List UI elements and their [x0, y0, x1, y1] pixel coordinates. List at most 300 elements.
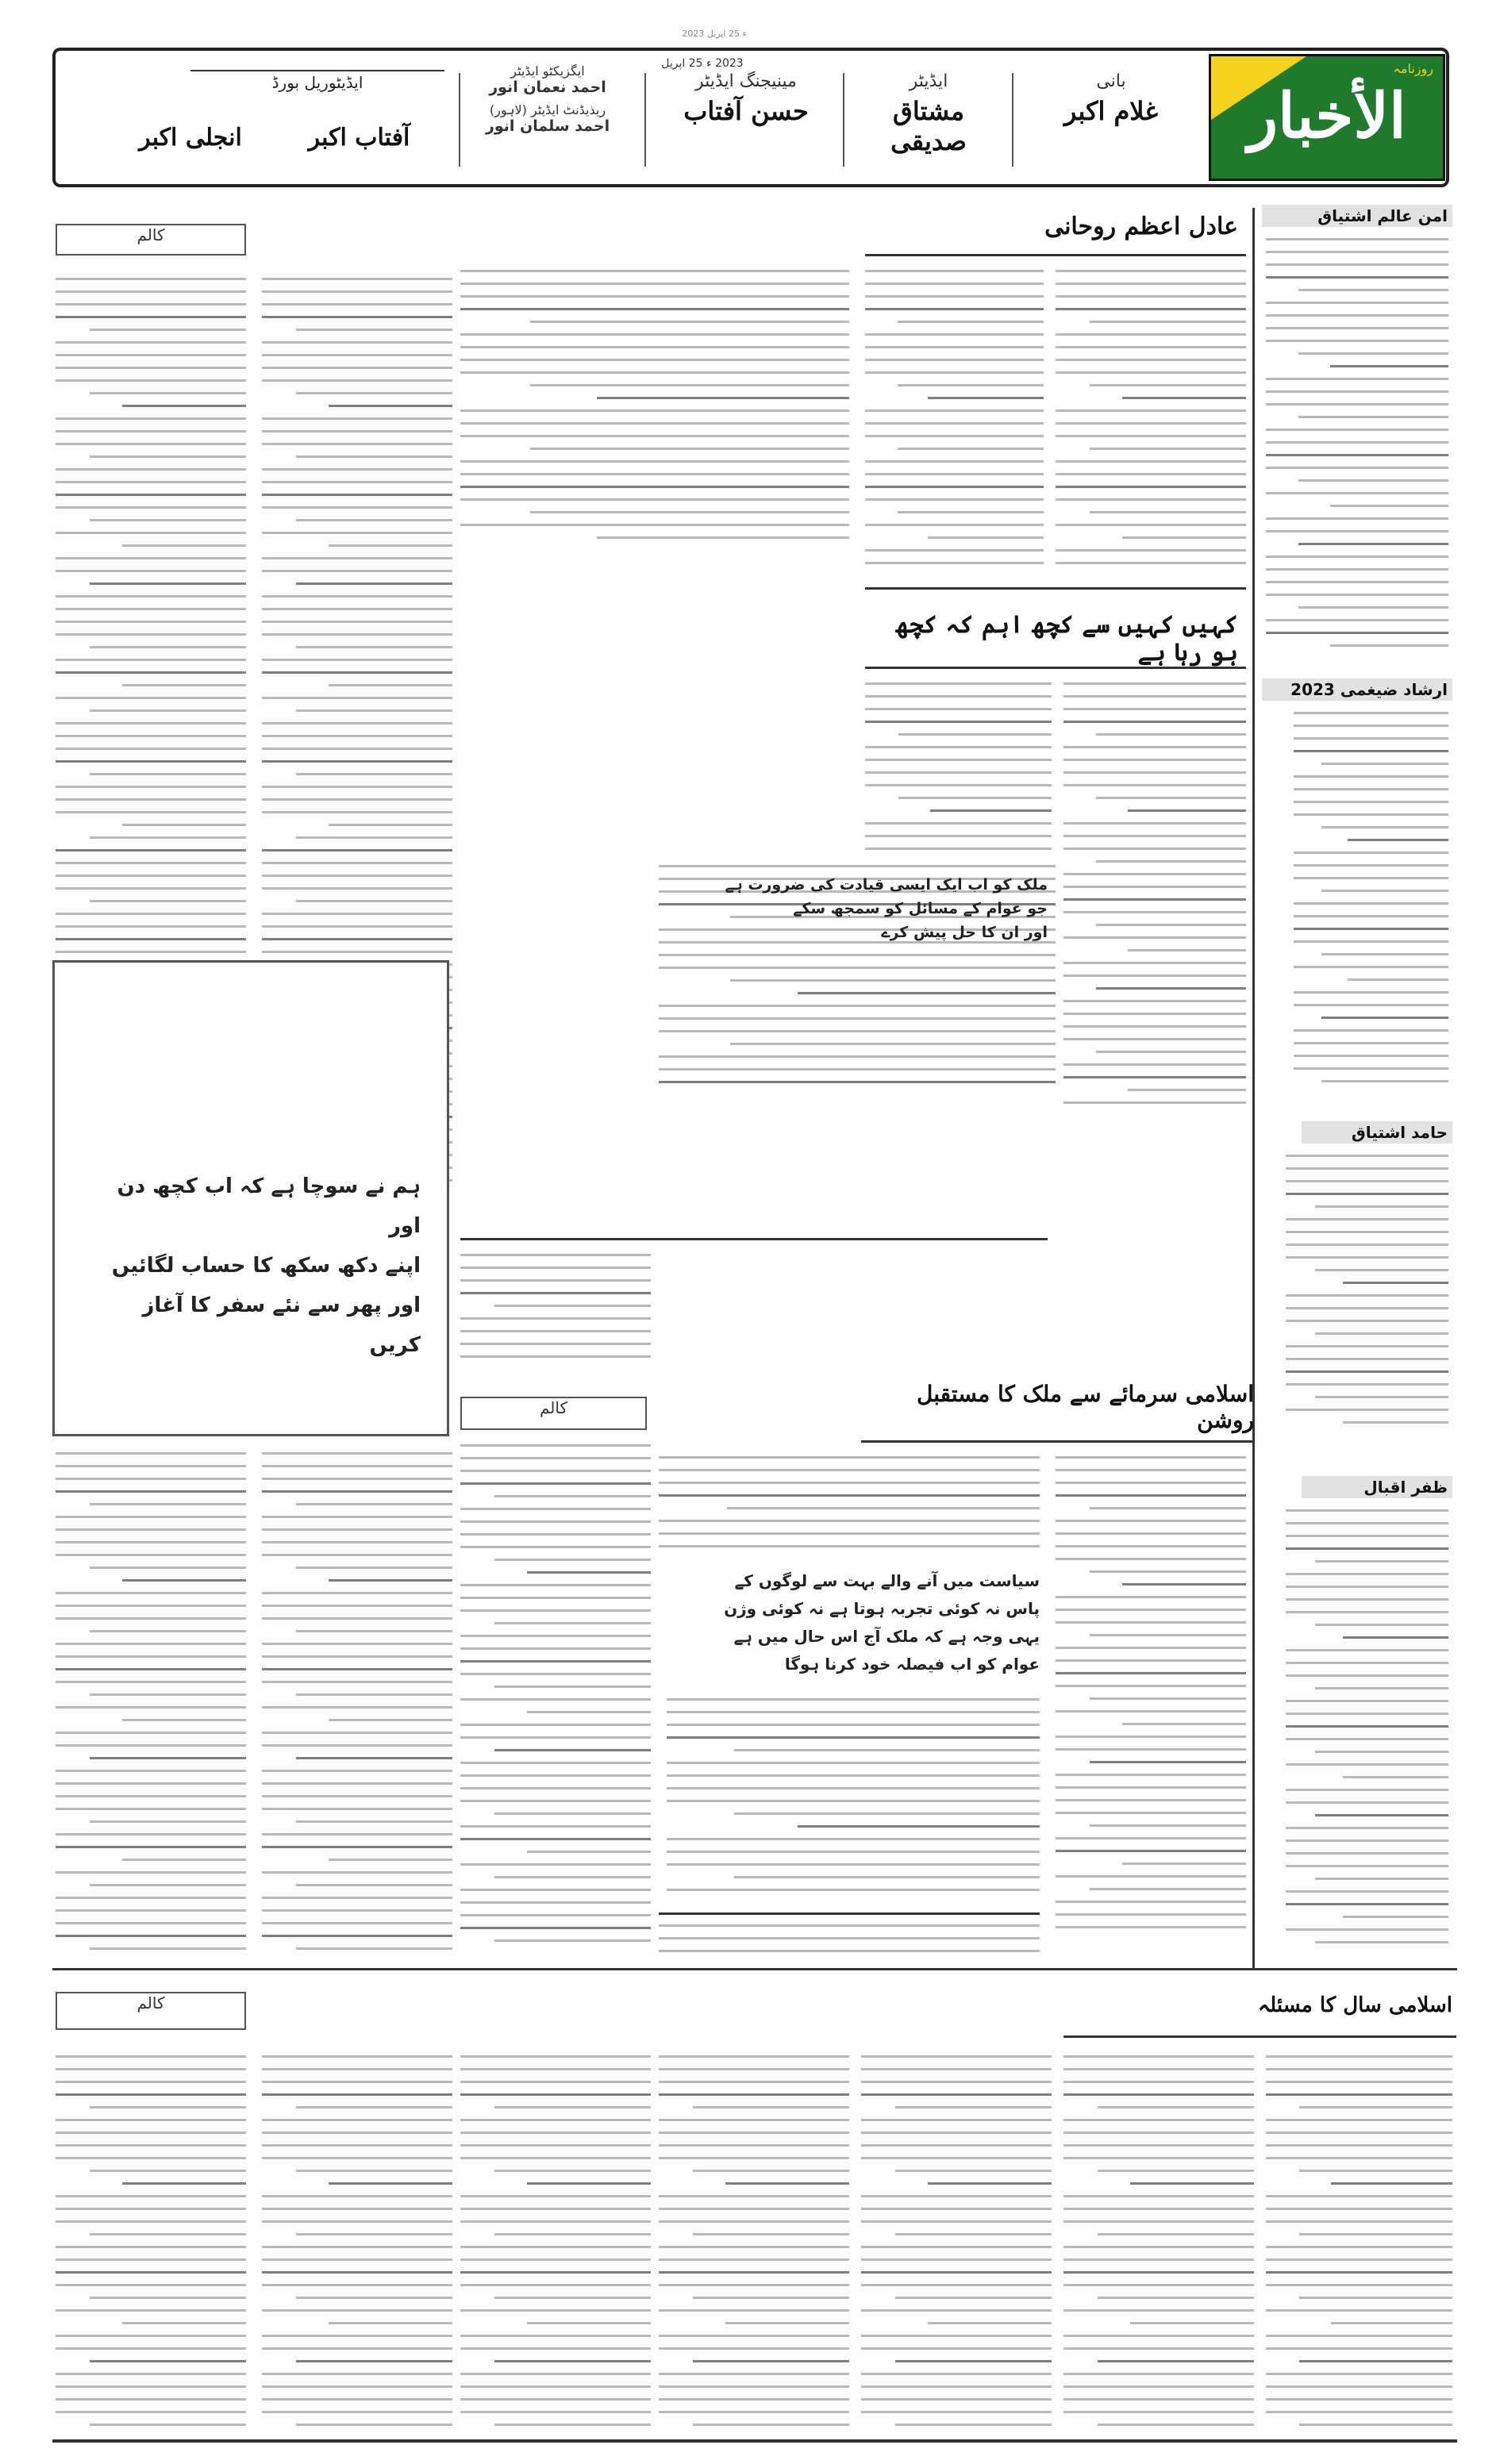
text-line-placeholder: [56, 2081, 246, 2083]
pull-quote-line: پاس نہ کوئی تجربہ ہوتا ہے نہ کوئی وژن: [724, 1599, 1040, 1618]
text-line-placeholder: [659, 2398, 849, 2401]
article-column: [262, 1452, 452, 1952]
text-line-placeholder: [1286, 1763, 1448, 1766]
text-line-placeholder: [865, 848, 1052, 850]
section-rule: [659, 1912, 1040, 1915]
text-line-placeholder: [494, 1812, 651, 1815]
text-line-placeholder: [460, 1267, 651, 1269]
text-line-placeholder: [667, 1736, 1040, 1739]
text-line-placeholder: [90, 456, 246, 458]
text-line-placeholder: [262, 849, 452, 851]
text-line-placeholder: [56, 532, 246, 534]
text-line-placeholder: [460, 1508, 651, 1510]
text-line-placeholder: [1348, 839, 1448, 841]
text-line-placeholder: [262, 1909, 452, 1912]
text-line-placeholder: [1266, 530, 1448, 532]
text-line-placeholder: [1056, 1532, 1246, 1535]
article-column: [865, 270, 1044, 571]
text-line-placeholder: [329, 2182, 452, 2185]
text-line-placeholder: [1063, 1013, 1246, 1015]
text-line-placeholder: [861, 2131, 1052, 2134]
text-line-placeholder: [1056, 549, 1246, 552]
text-line-placeholder: [1298, 543, 1448, 545]
text-line-placeholder: [1266, 238, 1448, 240]
text-line-placeholder: [262, 2208, 452, 2210]
text-line-placeholder: [1286, 1928, 1448, 1931]
text-line-placeholder: [460, 283, 849, 285]
text-line-placeholder: [460, 2081, 651, 2083]
text-line-placeholder: [1090, 321, 1246, 323]
text-line-placeholder: [527, 1851, 651, 1853]
text-line-placeholder: [1286, 1231, 1448, 1233]
text-line-placeholder: [1063, 974, 1246, 977]
text-line-placeholder: [1321, 1080, 1448, 1082]
text-line-placeholder: [659, 1068, 1056, 1071]
executive-editor-name: احمد نعمان انور: [489, 79, 606, 96]
text-line-placeholder: [460, 1254, 651, 1256]
text-line-placeholder: [56, 290, 246, 293]
text-line-placeholder: [1056, 1786, 1246, 1789]
masthead-divider: [843, 73, 844, 167]
text-line-placeholder: [1063, 2081, 1254, 2083]
text-line-placeholder: [329, 684, 452, 686]
text-line-placeholder: [460, 1647, 651, 1650]
text-line-placeholder: [1056, 1494, 1246, 1497]
text-line-placeholder: [56, 913, 246, 915]
text-line-placeholder: [659, 1937, 1040, 1939]
text-line-placeholder: [460, 524, 849, 526]
text-line-placeholder: [56, 1643, 246, 1645]
text-line-placeholder: [1266, 2068, 1452, 2070]
text-line-placeholder: [693, 2424, 849, 2426]
text-line-placeholder: [262, 532, 452, 534]
text-line-placeholder: [659, 1494, 1040, 1497]
text-line-placeholder: [1090, 1634, 1246, 1636]
text-line-placeholder: [262, 570, 452, 572]
text-line-placeholder: [861, 2081, 1052, 2083]
text-line-placeholder: [659, 1055, 1056, 1058]
text-line-placeholder: [460, 1609, 651, 1612]
text-line-placeholder: [1056, 295, 1246, 298]
text-line-placeholder: [296, 773, 452, 775]
text-line-placeholder: [460, 2157, 651, 2159]
text-line-placeholder: [861, 2093, 1052, 2096]
text-line-placeholder: [1294, 966, 1448, 968]
text-line-placeholder: [865, 784, 1052, 786]
text-line-placeholder: [56, 1782, 246, 1785]
text-line-placeholder: [667, 1711, 1040, 1713]
text-line-placeholder: [1266, 2144, 1452, 2147]
text-line-placeholder: [56, 925, 246, 928]
text-line-placeholder: [460, 1838, 651, 1840]
text-line-placeholder: [460, 2119, 651, 2121]
text-line-placeholder: [659, 1469, 1040, 1471]
text-line-placeholder: [1063, 2131, 1254, 2134]
text-line-placeholder: [56, 1478, 246, 1480]
text-line-placeholder: [56, 2144, 246, 2147]
managing-editor-name: حسن آفتاب: [683, 96, 809, 126]
text-line-placeholder: [1056, 1926, 1246, 1928]
text-line-placeholder: [262, 1833, 452, 1836]
text-line-placeholder: [56, 862, 246, 864]
text-line-placeholder: [1063, 1101, 1246, 1104]
text-line-placeholder: [494, 2106, 651, 2108]
text-line-placeholder: [659, 954, 1056, 956]
text-line-placeholder: [1298, 479, 1448, 482]
text-line-placeholder: [1056, 1609, 1246, 1611]
text-line-placeholder: [90, 1757, 246, 1759]
text-line-placeholder: [262, 468, 452, 471]
executive-editor-role: ایگزیکٹو ایڈیٹر: [510, 63, 585, 79]
text-line-placeholder: [1063, 898, 1246, 901]
text-line-placeholder: [1056, 1799, 1246, 1801]
text-line-placeholder: [460, 2284, 651, 2286]
text-line-placeholder: [460, 1343, 651, 1345]
text-line-placeholder: [1343, 1916, 1448, 1918]
text-line-placeholder: [460, 2246, 651, 2248]
text-line-placeholder: [730, 1043, 1056, 1045]
text-line-placeholder: [861, 2068, 1052, 2070]
text-line-placeholder: [659, 2347, 849, 2350]
text-line-placeholder: [1266, 251, 1448, 253]
text-line-placeholder: [1294, 940, 1448, 943]
text-line-placeholder: [90, 1566, 246, 1569]
text-line-placeholder: [262, 341, 452, 344]
text-line-placeholder: [262, 786, 452, 788]
text-line-placeholder: [56, 2055, 246, 2058]
text-line-placeholder: [1266, 2373, 1452, 2375]
text-line-placeholder: [1063, 771, 1246, 774]
text-line-placeholder: [865, 283, 1044, 285]
text-line-placeholder: [1286, 1155, 1448, 1157]
text-line-placeholder: [1266, 327, 1448, 329]
editor-role: ایڈیٹر: [909, 71, 948, 91]
text-line-placeholder: [122, 684, 246, 686]
text-line-placeholder: [659, 1924, 1040, 1927]
text-line-placeholder: [1286, 1598, 1448, 1601]
text-line-placeholder: [1294, 725, 1448, 727]
text-line-placeholder: [460, 1279, 651, 1282]
text-line-placeholder: [90, 646, 246, 648]
text-line-placeholder: [1063, 822, 1246, 825]
text-line-placeholder: [1266, 2220, 1452, 2223]
text-line-placeholder: [56, 786, 246, 788]
text-line-placeholder: [1056, 1520, 1246, 1522]
text-line-placeholder: [56, 481, 246, 483]
pull-quote-center: [667, 1567, 1040, 1678]
text-line-placeholder: [798, 1825, 1040, 1828]
sidebar-head: ظفر اقبال: [1302, 1476, 1452, 1498]
text-line-placeholder: [56, 1833, 246, 1836]
text-line-placeholder: [460, 2398, 651, 2401]
text-line-placeholder: [1286, 1167, 1448, 1170]
text-line-placeholder: [296, 456, 452, 458]
text-line-placeholder: [1286, 1725, 1448, 1728]
text-line-placeholder: [1266, 403, 1448, 406]
text-line-placeholder: [460, 270, 849, 272]
text-line-placeholder: [56, 1528, 246, 1531]
issue-date: 2023 ء 25 اپریل: [661, 57, 744, 70]
logo-wordmark: الأخبار: [1248, 80, 1406, 152]
text-line-placeholder: [895, 2170, 1052, 2172]
text-line-placeholder: [460, 2347, 651, 2350]
text-line-placeholder: [1294, 788, 1448, 790]
text-line-placeholder: [659, 1950, 1040, 1952]
text-line-placeholder: [1266, 2157, 1452, 2159]
text-line-placeholder: [56, 811, 246, 813]
text-line-placeholder: [659, 2131, 849, 2134]
text-line-placeholder: [56, 1516, 246, 1518]
text-line-placeholder: [727, 1507, 1040, 1509]
founder-credit: [1032, 71, 1190, 126]
text-line-placeholder: [56, 849, 246, 851]
text-line-placeholder: [122, 1859, 246, 1861]
text-line-placeholder: [865, 270, 1044, 272]
text-line-placeholder: [90, 2233, 246, 2235]
text-line-placeholder: [90, 582, 246, 585]
text-line-placeholder: [928, 536, 1044, 539]
text-line-placeholder: [56, 798, 246, 801]
managing-editor-credit: [659, 71, 833, 126]
text-line-placeholder: [329, 405, 452, 407]
text-line-placeholder: [56, 2195, 246, 2197]
text-line-placeholder: [861, 2271, 1052, 2274]
section-rule: [865, 587, 1246, 590]
text-line-placeholder: [56, 2373, 246, 2375]
text-line-placeholder: [659, 2093, 849, 2096]
text-line-placeholder: [1090, 1697, 1246, 1700]
text-line-placeholder: [1096, 797, 1246, 799]
section-rule: [1063, 2035, 1456, 2038]
text-line-placeholder: [865, 460, 1044, 463]
text-line-placeholder: [659, 2157, 849, 2159]
text-line-placeholder: [1056, 371, 1246, 374]
text-line-placeholder: [56, 468, 246, 471]
text-line-placeholder: [262, 608, 452, 610]
text-line-placeholder: [296, 2360, 452, 2362]
text-line-placeholder: [861, 2347, 1052, 2350]
text-line-placeholder: [1286, 1358, 1448, 1360]
text-line-placeholder: [56, 1452, 246, 1455]
text-line-placeholder: [296, 1884, 452, 1886]
text-line-placeholder: [460, 2335, 651, 2337]
pull-quote-line: اور ان کا حل پیش کرے: [881, 924, 1048, 941]
text-line-placeholder: [262, 1897, 452, 1899]
text-line-placeholder: [262, 798, 452, 801]
text-line-placeholder: [56, 430, 246, 432]
text-line-placeholder: [865, 695, 1052, 698]
text-line-placeholder: [1294, 902, 1448, 905]
text-line-placeholder: [460, 1736, 651, 1739]
text-line-placeholder: [56, 1554, 246, 1556]
text-line-placeholder: [1122, 1723, 1246, 1725]
text-line-placeholder: [1063, 1038, 1246, 1040]
text-line-placeholder: [865, 308, 1044, 310]
text-line-placeholder: [1286, 1244, 1448, 1246]
text-line-placeholder: [1294, 1067, 1448, 1070]
text-line-placeholder: [56, 1922, 246, 1924]
article-column: [1266, 2055, 1452, 2428]
text-line-placeholder: [460, 435, 849, 437]
text-line-placeholder: [861, 2220, 1052, 2223]
text-line-placeholder: [865, 346, 1044, 348]
pull-quote-line: یہی وجہ ہے کہ ملک آج اس حال میں ہے: [733, 1627, 1040, 1646]
text-line-placeholder: [1056, 422, 1246, 425]
text-line-placeholder: [1286, 1586, 1448, 1588]
text-line-placeholder: [1266, 454, 1448, 456]
article-column: [659, 1924, 1040, 1956]
text-line-placeholder: [898, 733, 1052, 736]
text-line-placeholder: [56, 1465, 246, 1467]
text-line-placeholder: [1056, 1558, 1246, 1560]
text-line-placeholder: [1321, 1017, 1448, 1019]
text-line-placeholder: [865, 498, 1044, 501]
text-line-placeholder: [56, 2220, 246, 2223]
text-line-placeholder: [1331, 2322, 1452, 2324]
text-line-placeholder: [494, 2170, 651, 2172]
text-line-placeholder: [329, 544, 452, 547]
editor-name: مشتاق صدیقی: [890, 96, 967, 156]
column-head-box: کالم: [56, 1992, 246, 2030]
article-column: [1056, 270, 1246, 571]
text-line-placeholder: [898, 511, 1044, 513]
text-line-placeholder: [659, 1545, 1040, 1547]
text-line-placeholder: [667, 1724, 1040, 1726]
article-column: [659, 2055, 849, 2428]
text-line-placeholder: [262, 697, 452, 699]
text-line-placeholder: [56, 354, 246, 356]
text-line-placeholder: [1286, 1611, 1448, 1613]
text-line-placeholder: [56, 887, 246, 890]
text-line-placeholder: [1286, 1345, 1448, 1347]
text-line-placeholder: [865, 295, 1044, 298]
text-line-placeholder: [1063, 2055, 1254, 2058]
text-line-placeholder: [56, 2271, 246, 2274]
text-line-placeholder: [1266, 2271, 1452, 2274]
text-line-placeholder: [460, 2373, 651, 2375]
text-line-placeholder: [659, 2068, 849, 2070]
text-line-placeholder: [530, 511, 849, 513]
text-line-placeholder: [56, 2131, 246, 2134]
text-line-placeholder: [494, 1305, 651, 1307]
text-line-placeholder: [861, 2398, 1052, 2401]
sidebar-head: حامد اشتیاق: [1302, 1121, 1452, 1144]
text-line-placeholder: [1294, 1042, 1448, 1044]
text-line-placeholder: [262, 1478, 452, 1480]
text-line-placeholder: [1098, 2424, 1254, 2426]
text-line-placeholder: [1266, 467, 1448, 469]
pull-quote-line: ملک کو اب ایک ایسی قیادت کی ضرورت ہے: [725, 876, 1048, 894]
text-line-placeholder: [865, 682, 1052, 685]
text-line-placeholder: [597, 397, 850, 399]
text-line-placeholder: [460, 2271, 651, 2274]
text-line-placeholder: [460, 2144, 651, 2147]
text-line-placeholder: [1090, 1570, 1246, 1573]
text-line-placeholder: [56, 2068, 246, 2070]
pull-quote-line: ہم نے سوچا ہے کہ اب کچھ دن اور: [117, 1174, 421, 1238]
section-rule: [865, 667, 1246, 669]
text-line-placeholder: [296, 1503, 452, 1505]
text-line-placeholder: [262, 735, 452, 737]
text-line-placeholder: [1266, 2055, 1452, 2058]
text-line-placeholder: [1056, 1837, 1246, 1839]
text-line-placeholder: [1299, 2424, 1452, 2426]
text-line-placeholder: [1315, 1878, 1448, 1880]
text-line-placeholder: [56, 1871, 246, 1874]
text-line-placeholder: [659, 2411, 849, 2413]
text-line-placeholder: [296, 582, 452, 585]
text-line-placeholder: [56, 2309, 246, 2312]
text-line-placeholder: [122, 405, 246, 407]
text-line-placeholder: [895, 2360, 1052, 2362]
text-line-placeholder: [296, 646, 452, 648]
text-line-placeholder: [1122, 536, 1246, 539]
text-line-placeholder: [1056, 1774, 1246, 1776]
text-line-placeholder: [296, 2170, 452, 2172]
text-line-placeholder: [56, 722, 246, 725]
text-line-placeholder: [262, 1655, 452, 1658]
text-line-placeholder: [1056, 460, 1246, 463]
text-line-placeholder: [262, 621, 452, 623]
text-line-placeholder: [296, 519, 452, 521]
text-line-placeholder: [296, 2233, 452, 2235]
text-line-placeholder: [659, 967, 1056, 969]
text-line-placeholder: [494, 2360, 651, 2362]
text-line-placeholder: [262, 811, 452, 813]
text-line-placeholder: [494, 2297, 651, 2299]
text-line-placeholder: [1315, 1269, 1448, 1271]
text-line-placeholder: [460, 2068, 651, 2070]
text-line-placeholder: [56, 2157, 246, 2159]
text-line-placeholder: [1286, 1307, 1448, 1309]
text-line-placeholder: [1266, 340, 1448, 342]
text-line-placeholder: [1315, 1205, 1448, 1208]
text-line-placeholder: [1056, 1621, 1246, 1624]
text-line-placeholder: [296, 1630, 452, 1632]
text-line-placeholder: [262, 481, 452, 483]
text-line-placeholder: [90, 1884, 246, 1886]
text-line-placeholder: [1096, 924, 1246, 926]
text-line-placeholder: [90, 1947, 246, 1950]
newspaper-logo: [1209, 54, 1445, 181]
text-line-placeholder: [1266, 263, 1448, 266]
text-line-placeholder: [1063, 2258, 1254, 2261]
text-line-placeholder: [1266, 2411, 1452, 2413]
text-line-placeholder: [895, 2106, 1052, 2108]
text-line-placeholder: [530, 321, 849, 323]
masthead-divider: [459, 73, 460, 167]
text-line-placeholder: [1266, 390, 1448, 393]
article-column: [56, 1452, 246, 1952]
text-line-placeholder: [1286, 1180, 1448, 1182]
text-line-placeholder: [262, 1846, 452, 1848]
text-line-placeholder: [1090, 1824, 1246, 1827]
text-line-placeholder: [262, 1528, 452, 1531]
text-line-placeholder: [262, 1541, 452, 1543]
text-line-placeholder: [1266, 2309, 1452, 2312]
text-line-placeholder: [1315, 1332, 1448, 1335]
text-line-placeholder: [693, 2233, 849, 2235]
text-line-placeholder: [56, 608, 246, 610]
text-line-placeholder: [90, 392, 246, 394]
text-line-placeholder: [262, 278, 452, 280]
text-line-placeholder: [460, 371, 849, 374]
text-line-placeholder: [262, 875, 452, 877]
text-line-placeholder: [1299, 2297, 1452, 2299]
text-line-placeholder: [460, 1724, 651, 1726]
text-line-placeholder: [262, 2246, 452, 2248]
text-line-placeholder: [1266, 314, 1448, 317]
